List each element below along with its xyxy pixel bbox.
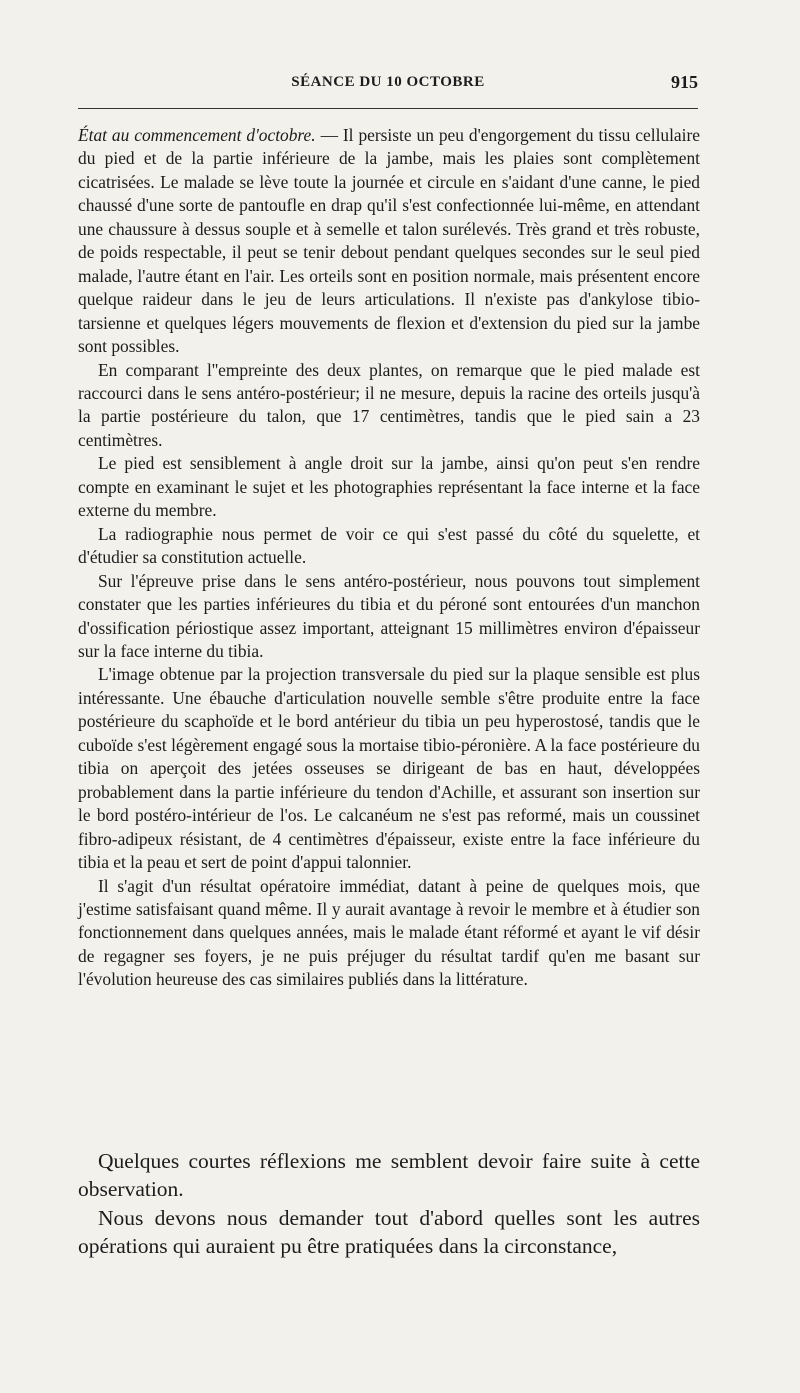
paragraph-4: La radiographie nous permet de voir ce qui s'est passé du côté du squelette, et d'étudier sa constitution actuelle.	[78, 523, 700, 568]
body-text	[78, 124, 700, 992]
header-title: SÉANCE DU 10 OCTOBRE	[291, 74, 485, 90]
paragraph-8: Quelques courtes réflexions me semblent devoir faire suite à cette observation.	[78, 1149, 700, 1201]
discussion-text	[78, 1148, 700, 1262]
header-rule	[78, 108, 698, 109]
paragraph-5: Sur l'épreuve prise dans le sens antéro-postérieur, nous pouvons tout simplement constater que les parties inférieures du tibia et du péroné sont entourées d'un manchon d'ossification périostique assez important, atteignant 15 millimètres environ d'épaisseur sur la face interne du tibia.	[78, 570, 700, 661]
paragraph-2: En comparant l''empreinte des deux plantes, on remarque que le pied malade est raccourci dans le sens antéro-postérieur; il ne mesure, depuis la racine des orteils jusqu'à la partie postérieure du talon, que 17 centimètres, tandis que le pied sain a 23 centimètres.	[78, 359, 700, 450]
paragraph-3: Le pied est sensiblement à angle droit sur la jambe, ainsi qu'on peut s'en rendre compte en examinant le sujet et les photographies représentant la face interne et la face externe du membre.	[78, 453, 700, 521]
paragraph-1-text: — Il persiste un peu d'engorgement du tissu cellulaire du pied et de la partie inférieure de la jambe, mais les plaies sont complètement cicatrisées. Le malade se lève toute la journée et circule en s'aidant d'une canne, le pied chaussé d'une sorte de pantoufle en drap qu'il s'est confectionnée lui-même, en attendant une chaussure à dessus souple et à semelle et talon surélevés. Très grand et très robuste, de poids respectable, il peut se tenir debout pendant quelques secondes sur le seul pied malade, l'autre étant en l'air. Les orteils sont en position normale, mais présentent encore quelque raideur dans le jeu de leurs articulations. Il n'existe pas d'ankylose tibio-tarsienne et quelques légers mouvements de flexion et d'extension du pied sur la jambe sont possibles.	[78, 125, 700, 357]
paragraph-9: Nous devons nous demander tout d'abord quelles sont les autres opérations qui auraient pu être pratiquées dans la circonstance,	[78, 1206, 700, 1258]
paragraph-1	[78, 124, 700, 359]
paragraph-6: L'image obtenue par la projection transversale du pied sur la plaque sensible est plus intéressante. Une ébauche d'articulation nouvelle semble s'être produite entre la face postérieure du scaphoïde et le bord antérieur du tibia un peu hyperostosé, tandis que le cuboïde s'est légèrement engagé sous la mortaise tibio-péronière. A la face postérieure du tibia on aperçoit des jetées osseuses se dirigeant de bas en haut, développées probablement dans la partie inférieure du tendon d'Achille, et assurant son insertion sur le bord postéro-intérieur de l'os. Le calcanéum ne s'est pas reformé, mais un coussinet fibro-adipeux résistant, de 4 centimètres d'épaisseur, existe entre la face inférieure du tibia et la peau et sert de point d'appui talonnier.	[78, 664, 700, 873]
paragraph-1-lead: État au commencement d'octobre.	[78, 125, 316, 145]
paragraph-7: Il s'agit d'un résultat opératoire immédiat, datant à peine de quelques mois, que j'estime satisfaisant quand même. Il y aurait avantage à revoir le membre et à étudier son fonctionnement dans quelques années, mais le malade étant réformé et ayant le vif désir de regagner ses foyers, je ne puis préjuger du résultat tardif qu'en me basant sur l'évolution heureuse des cas similaires publiés dans la littérature.	[78, 875, 700, 990]
running-header	[78, 74, 698, 100]
page-number: 915	[671, 72, 698, 92]
